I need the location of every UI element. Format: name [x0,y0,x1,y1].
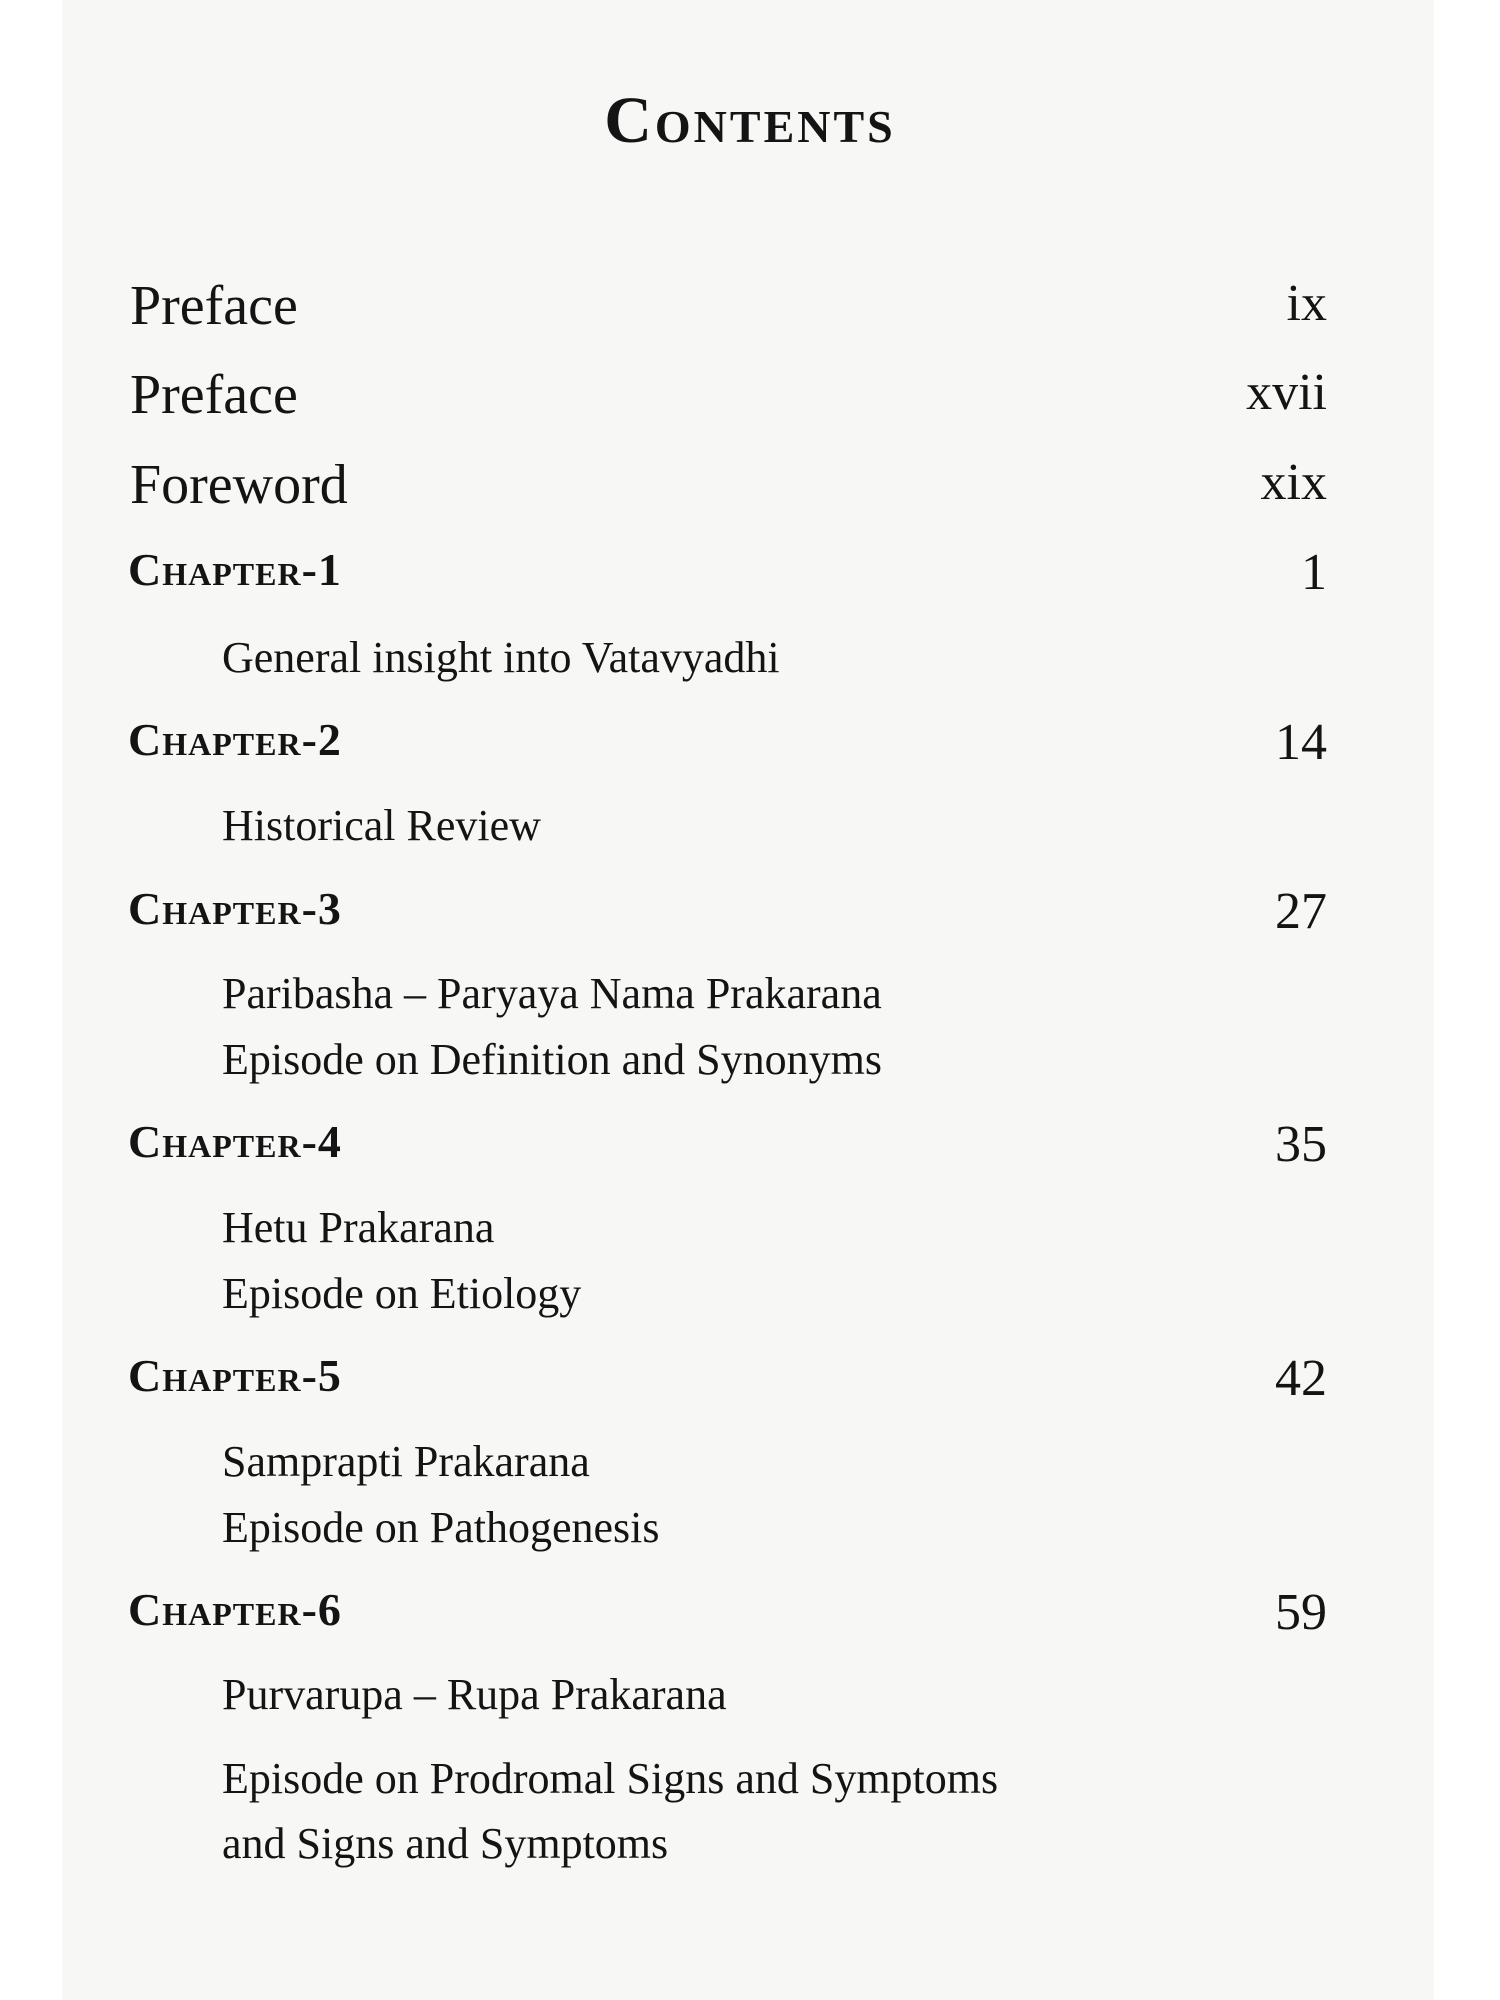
toc-page-number: 59 [1275,1584,1327,1641]
toc-page-number: 42 [1275,1350,1327,1407]
chapter-subtitle: Samprapti Prakarana [222,1437,590,1486]
toc-page-number: xix [1260,454,1327,511]
chapter-heading: Chapter-5 [128,1350,342,1401]
contents-title: Contents [604,84,896,157]
toc-page-number: ix [1286,275,1327,332]
chapter-subtitle: Purvarupa – Rupa Prakarana [222,1670,727,1719]
chapter-subtitle: Hetu Prakarana [222,1203,495,1252]
chapter-subtitle: General insight into Vatavyadhi [222,633,780,682]
toc-entry-label: Foreword [130,454,348,516]
chapter-subtitle: Historical Review [222,801,541,850]
chapter-subtitle: Episode on Etiology [222,1269,582,1318]
chapter-subtitle: Episode on Prodromal Signs and Symptoms [222,1754,999,1803]
toc-entry-label: Preface [130,364,298,426]
toc-page-number: 35 [1275,1116,1327,1173]
toc-page-number: 1 [1301,544,1327,601]
chapter-subtitle: Episode on Definition and Synonyms [222,1035,882,1084]
chapter-heading: Chapter-1 [128,544,342,595]
toc-entry-label: Preface [130,275,298,337]
chapter-heading: Chapter-2 [128,714,342,765]
chapter-subtitle: Paribasha – Paryaya Nama Prakarana [222,969,882,1018]
toc-page-number: 27 [1275,883,1327,940]
chapter-subtitle: and Signs and Symptoms [222,1819,669,1868]
chapter-heading: Chapter-3 [128,883,342,934]
toc-page-number: 14 [1275,714,1327,771]
chapter-heading: Chapter-4 [128,1116,342,1167]
chapter-subtitle: Episode on Pathogenesis [222,1503,660,1552]
toc-page-number: xvii [1246,364,1327,421]
chapter-heading: Chapter-6 [128,1584,342,1635]
